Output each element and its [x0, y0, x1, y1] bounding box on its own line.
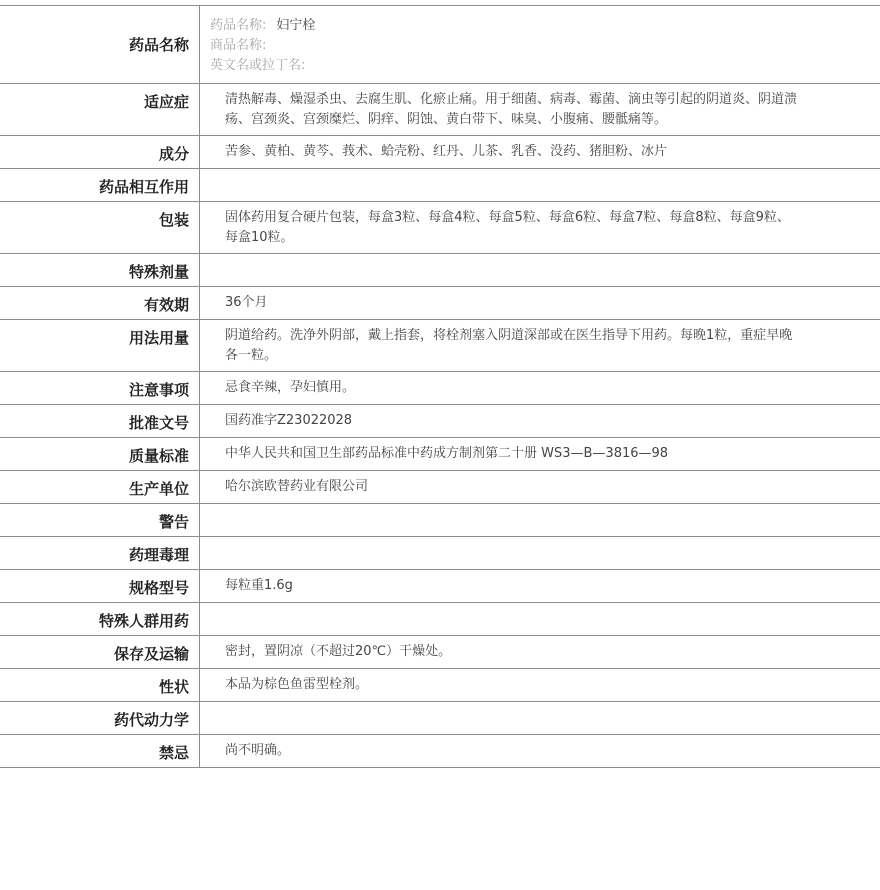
row-drug-name	[0, 6, 880, 84]
row-appearance	[0, 669, 880, 702]
generic-name-line	[210, 16, 800, 36]
row-label: 药代动力学	[0, 702, 200, 734]
row-value	[200, 537, 880, 569]
row-special-population	[0, 603, 880, 636]
drug-info-table	[0, 5, 880, 768]
row-value: 中华人民共和国卫生部药品标准中药成方制剂第二十册 WS3—B—3816—98	[225, 446, 669, 461]
row-label: 药品名称	[0, 6, 200, 83]
row-value: 固体药用复合硬片包装，每盒3粒、每盒4粒、每盒5粒、每盒6粒、每盒7粒、每盒8粒、每盒9粒、每盒10粒。	[225, 210, 790, 245]
row-interactions	[0, 169, 880, 202]
row-pharmacokinetics	[0, 702, 880, 735]
row-value: 36个月	[225, 295, 268, 310]
row-special-dosage	[0, 254, 880, 287]
latin-name-key: 英文名或拉丁名:	[210, 58, 306, 73]
row-manufacturer	[0, 471, 880, 504]
row-label: 用法用量	[0, 320, 200, 371]
row-warning	[0, 504, 880, 537]
row-label: 保存及运输	[0, 636, 200, 668]
row-value	[200, 603, 880, 635]
row-label: 注意事项	[0, 372, 200, 404]
row-value: 国药准字Z23022028	[225, 413, 353, 428]
row-indications	[0, 84, 880, 136]
row-value: 忌食辛辣，孕妇慎用。	[225, 380, 356, 395]
row-label: 批准文号	[0, 405, 200, 437]
name-block	[200, 6, 880, 83]
row-value: 阴道给药。洗净外阴部，戴上指套，将栓剂塞入阴道深部或在医生指导下用药。每晚1粒，重症早晚各一粒。	[225, 328, 793, 363]
row-value	[200, 702, 880, 734]
row-label: 适应症	[0, 84, 200, 135]
row-label: 药理毒理	[0, 537, 200, 569]
row-value	[200, 169, 880, 201]
row-label: 特殊人群用药	[0, 603, 200, 635]
trade-name-line	[210, 36, 800, 56]
row-label: 包装	[0, 202, 200, 253]
row-label: 药品相互作用	[0, 169, 200, 201]
row-label: 特殊剂量	[0, 254, 200, 286]
row-value: 本品为棕色鱼雷型栓剂。	[225, 677, 369, 692]
row-value	[200, 504, 880, 536]
row-approval	[0, 405, 880, 438]
row-value	[200, 254, 880, 286]
row-value: 密封，置阴凉（不超过20℃）干燥处。	[225, 644, 452, 659]
row-usage	[0, 320, 880, 372]
row-validity	[0, 287, 880, 320]
generic-name-value: 妇宁栓	[276, 18, 316, 33]
row-value: 哈尔滨欧替药业有限公司	[225, 479, 369, 494]
latin-name-line	[210, 56, 800, 76]
row-value: 尚不明确。	[225, 743, 291, 758]
row-storage	[0, 636, 880, 669]
generic-name-key: 药品名称:	[210, 18, 267, 33]
row-value: 清热解毒、燥湿杀虫、去腐生肌、化瘀止痛。用于细菌、病毒、霉菌、滴虫等引起的阴道炎、阴道溃疡、宫颈炎、宫颈糜烂、阴痒、阴蚀、黄白带下、味臭、小腹痛、腰骶痛等。	[225, 92, 798, 127]
info-rows	[0, 84, 880, 768]
row-contraindications	[0, 735, 880, 768]
row-label: 有效期	[0, 287, 200, 319]
row-label: 生产单位	[0, 471, 200, 503]
row-value: 每粒重1.6g	[225, 578, 293, 593]
row-precautions	[0, 372, 880, 405]
row-label: 禁忌	[0, 735, 200, 767]
row-label: 规格型号	[0, 570, 200, 602]
row-label: 性状	[0, 669, 200, 701]
row-label: 警告	[0, 504, 200, 536]
trade-name-key: 商品名称:	[210, 38, 267, 53]
row-label: 质量标准	[0, 438, 200, 470]
row-quality-standard	[0, 438, 880, 471]
row-ingredients	[0, 136, 880, 169]
row-value: 苦参、黄柏、黄芩、莪术、蛤壳粉、红丹、儿茶、乳香、没药、猪胆粉、冰片	[225, 144, 668, 159]
row-pharmacology	[0, 537, 880, 570]
row-specification	[0, 570, 880, 603]
row-label: 成分	[0, 136, 200, 168]
row-packaging	[0, 202, 880, 254]
